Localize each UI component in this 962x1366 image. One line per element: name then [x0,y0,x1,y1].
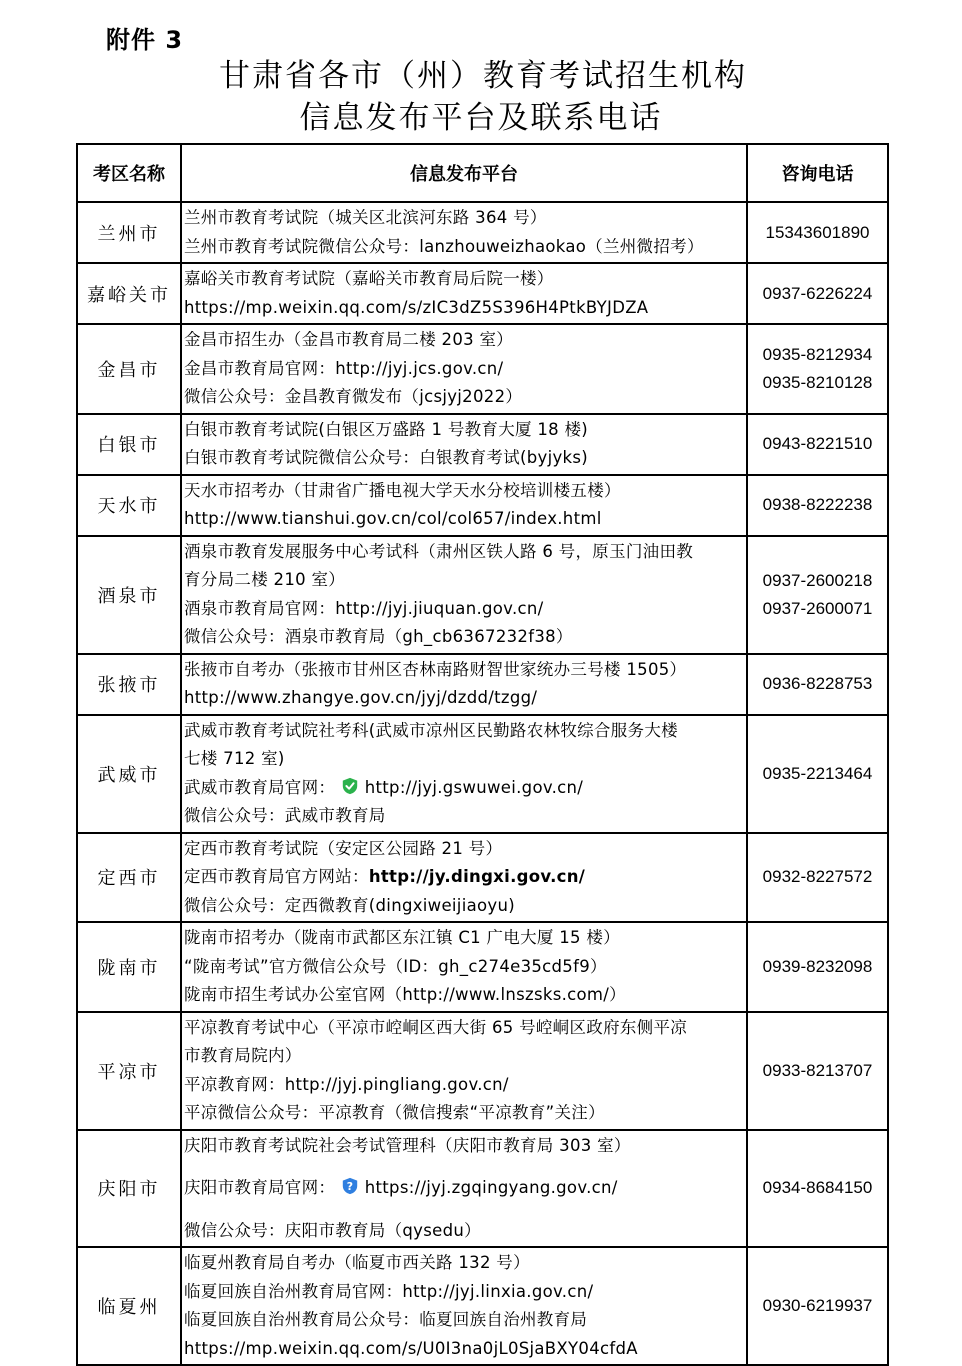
phone-number: 0935-8210128 [762,372,873,392]
info-line [184,1174,746,1203]
info-line: 微信公众号：定西微教育(dingxiweijiaoyu) [184,895,515,915]
region-cell: 张掖市 [77,654,181,715]
phone-cell [747,475,888,536]
phone-number: 0938-8222238 [762,495,873,514]
info-label: 庆阳市教育局官网： [184,1178,336,1197]
green-shield-check-icon [341,777,359,795]
table-row [77,475,888,536]
phone-number: 0934-8684150 [762,1178,873,1198]
info-line: 张掖市自考办（张掖市甘州区杏林南路财智世家统办三号楼 1505） [184,659,687,679]
table-row [77,654,888,715]
phone-cell [747,1012,888,1130]
phone-number: 0936-8228753 [762,674,873,693]
info-link[interactable]: http://www.tianshui.gov.cn/col/col657/index.html [184,509,602,528]
contact-table [76,143,889,1366]
info-line: 临夏回族自治州教育局公众号：临夏回族自治州教育局 [184,1310,588,1329]
phone-cell [747,715,888,833]
info-label: 定西市教育局官方网站： [184,867,369,886]
info-label: 武威市教育局官网： [184,777,336,797]
platform-cell [181,263,747,324]
region-cell: 定西市 [77,833,181,923]
platform-cell [181,833,747,923]
info-line: 微信公众号：庆阳市教育局（qysedu） [184,1220,481,1240]
table-row [77,536,888,654]
info-line [184,863,746,892]
region-cell: 天水市 [77,475,181,536]
phone-cell [747,833,888,923]
table-row [77,833,888,923]
info-line: 育分局二楼 210 室） [184,570,346,589]
phone-cell [747,263,888,324]
info-line: 市教育局院内） [184,1046,302,1065]
info-link[interactable]: http://jy.dingxi.gov.cn/ [368,867,586,886]
attachment-label: 附件 3 [106,26,184,54]
phone-cell [747,536,888,654]
phone-number: 15343601890 [765,222,870,242]
platform-cell [181,715,747,833]
table-header-row [77,144,888,202]
phone-number: 0930-6219937 [762,1296,873,1315]
region-cell: 武威市 [77,715,181,833]
region-cell: 金昌市 [77,324,181,414]
platform-cell [181,475,747,536]
info-line: 兰州市教育考试院微信公众号：lanzhouweizhaokao（兰州微招考） [184,236,704,256]
platform-cell [181,202,747,263]
platform-cell [181,324,747,414]
info-line: 平凉微信公众号：平凉教育（微信搜索“平凉教育”关注） [184,1103,605,1122]
region-cell: 兰州市 [77,202,181,263]
info-line: 陇南市招生考试办公室官网（http://www.lnszsks.com/） [184,985,626,1004]
platform-cell [181,1247,747,1365]
platform-cell [181,414,747,475]
info-link[interactable]: https://jyj.zgqingyang.gov.cn/ [364,1178,618,1197]
phone-number: 0935-2213464 [762,763,873,783]
info-line: 白银市教育考试院微信公众号：白银教育考试(byjyks) [184,448,589,467]
info-link[interactable]: https://mp.weixin.qq.com/s/zIC3dZ5S396H4PtkBYJDZA [184,297,649,317]
column-header-region: 考区名称 [77,144,181,202]
table-row [77,324,888,414]
region-cell: 嘉峪关市 [77,263,181,324]
region-cell: 平凉市 [77,1012,181,1130]
table-row [77,1247,888,1365]
info-line: 平凉教育考试中心（平凉市崆峒区西大街 65 号崆峒区政府东侧平凉 [184,1017,688,1037]
info-line: 天水市招考办（甘肃省广播电视大学天水分校培训楼五楼） [184,480,621,500]
phone-number: 0935-8212934 [762,344,873,364]
phone-cell [747,922,888,1012]
info-line: 酒泉市教育发展服务中心考试科（肃州区铁人路 6 号，原玉门油田教 [184,541,694,561]
platform-cell [181,1012,747,1130]
phone-cell [747,1247,888,1365]
info-link[interactable]: http://www.zhangye.gov.cn/jyj/dzdd/tzgg/ [184,688,538,707]
phone-cell [747,202,888,263]
region-cell: 陇南市 [77,922,181,1012]
info-line: 武威市教育考试院社考科(武威市凉州区民勤路农林牧综合服务大楼 [184,720,678,740]
info-link[interactable]: 酒泉市教育局官网：http://jyj.jiuquan.gov.cn/ [184,598,544,618]
info-line: 金昌市招生办（金昌市教育局二楼 203 室） [184,330,514,349]
table-row [77,263,888,324]
phone-number: 0933-8213707 [762,1060,873,1080]
platform-cell [181,654,747,715]
info-link[interactable]: https://mp.weixin.qq.com/s/U0I3na0jL0SjaBXY04cfdA [184,1338,638,1358]
info-link[interactable]: 金昌市教育局官网：http://jyj.jcs.gov.cn/ [184,358,504,378]
column-header-platform: 信息发布平台 [181,144,747,202]
region-cell: 酒泉市 [77,536,181,654]
phone-number: 0943-8221510 [762,434,873,453]
info-line: “陇南考试”官方微信公众号（ID：gh_c274e35cd5f9） [184,956,607,976]
table-row [77,1130,888,1248]
info-line: 嘉峪关市教育考试院（嘉峪关市教育局后院一楼） [184,269,554,288]
phone-number: 0932-8227572 [762,867,873,887]
region-cell: 临夏州 [77,1247,181,1365]
platform-cell [181,922,747,1012]
phone-cell [747,1130,888,1248]
info-line: 微信公众号：酒泉市教育局（gh_cb6367232f38） [184,627,573,646]
spacer [184,1160,746,1174]
phone-number: 0939-8232098 [762,956,873,976]
phone-cell [747,414,888,475]
platform-cell [181,1130,747,1248]
table-row [77,715,888,833]
table-row [77,202,888,263]
phone-cell [747,654,888,715]
region-cell: 庆阳市 [77,1130,181,1248]
column-header-phone: 咨询电话 [747,144,888,202]
table-row [77,1012,888,1130]
page-title-line2: 信息发布平台及联系电话 [299,100,663,136]
blue-shield-question-icon [341,1177,359,1195]
region-cell: 白银市 [77,414,181,475]
info-line: 定西市教育考试院（安定区公园路 21 号） [184,838,503,858]
phone-number: 0937-2600071 [762,598,873,618]
info-line: 兰州市教育考试院（城关区北滨河东路 364 号） [184,208,547,227]
phone-cell [747,324,888,414]
info-line: 临夏州教育局自考办（临夏市西关路 132 号） [184,1253,530,1272]
phone-number: 0937-6226224 [762,283,873,303]
table-row [77,414,888,475]
info-link[interactable]: 临夏回族自治州教育局官网：http://jyj.linxia.gov.cn/ [184,1281,594,1301]
platform-cell [181,536,747,654]
phone-number: 0937-2600218 [762,570,873,590]
info-line: 微信公众号：金昌教育微发布（jcsjyj2022） [184,387,523,406]
info-line: 微信公众号：武威市教育局 [184,806,386,825]
table-row [77,922,888,1012]
info-line: 七楼 712 室) [184,749,285,768]
info-link[interactable]: 平凉教育网：http://jyj.pingliang.gov.cn/ [184,1074,509,1094]
info-line: 庆阳市教育考试院社会考试管理科（庆阳市教育局 303 室） [184,1135,631,1155]
info-link[interactable]: http://jyj.gswuwei.gov.cn/ [364,777,584,797]
spacer [184,1203,746,1217]
info-line [184,774,746,803]
page-title-line1: 甘肃省各市（州）教育考试招生机构 [219,58,747,94]
info-line: 白银市教育考试院(白银区万盛路 1 号教育大厦 18 楼) [184,419,589,439]
svg-text:?: ? [346,1180,354,1194]
info-line: 陇南市招考办（陇南市武都区东江镇 C1 广电大厦 15 楼） [184,928,620,947]
